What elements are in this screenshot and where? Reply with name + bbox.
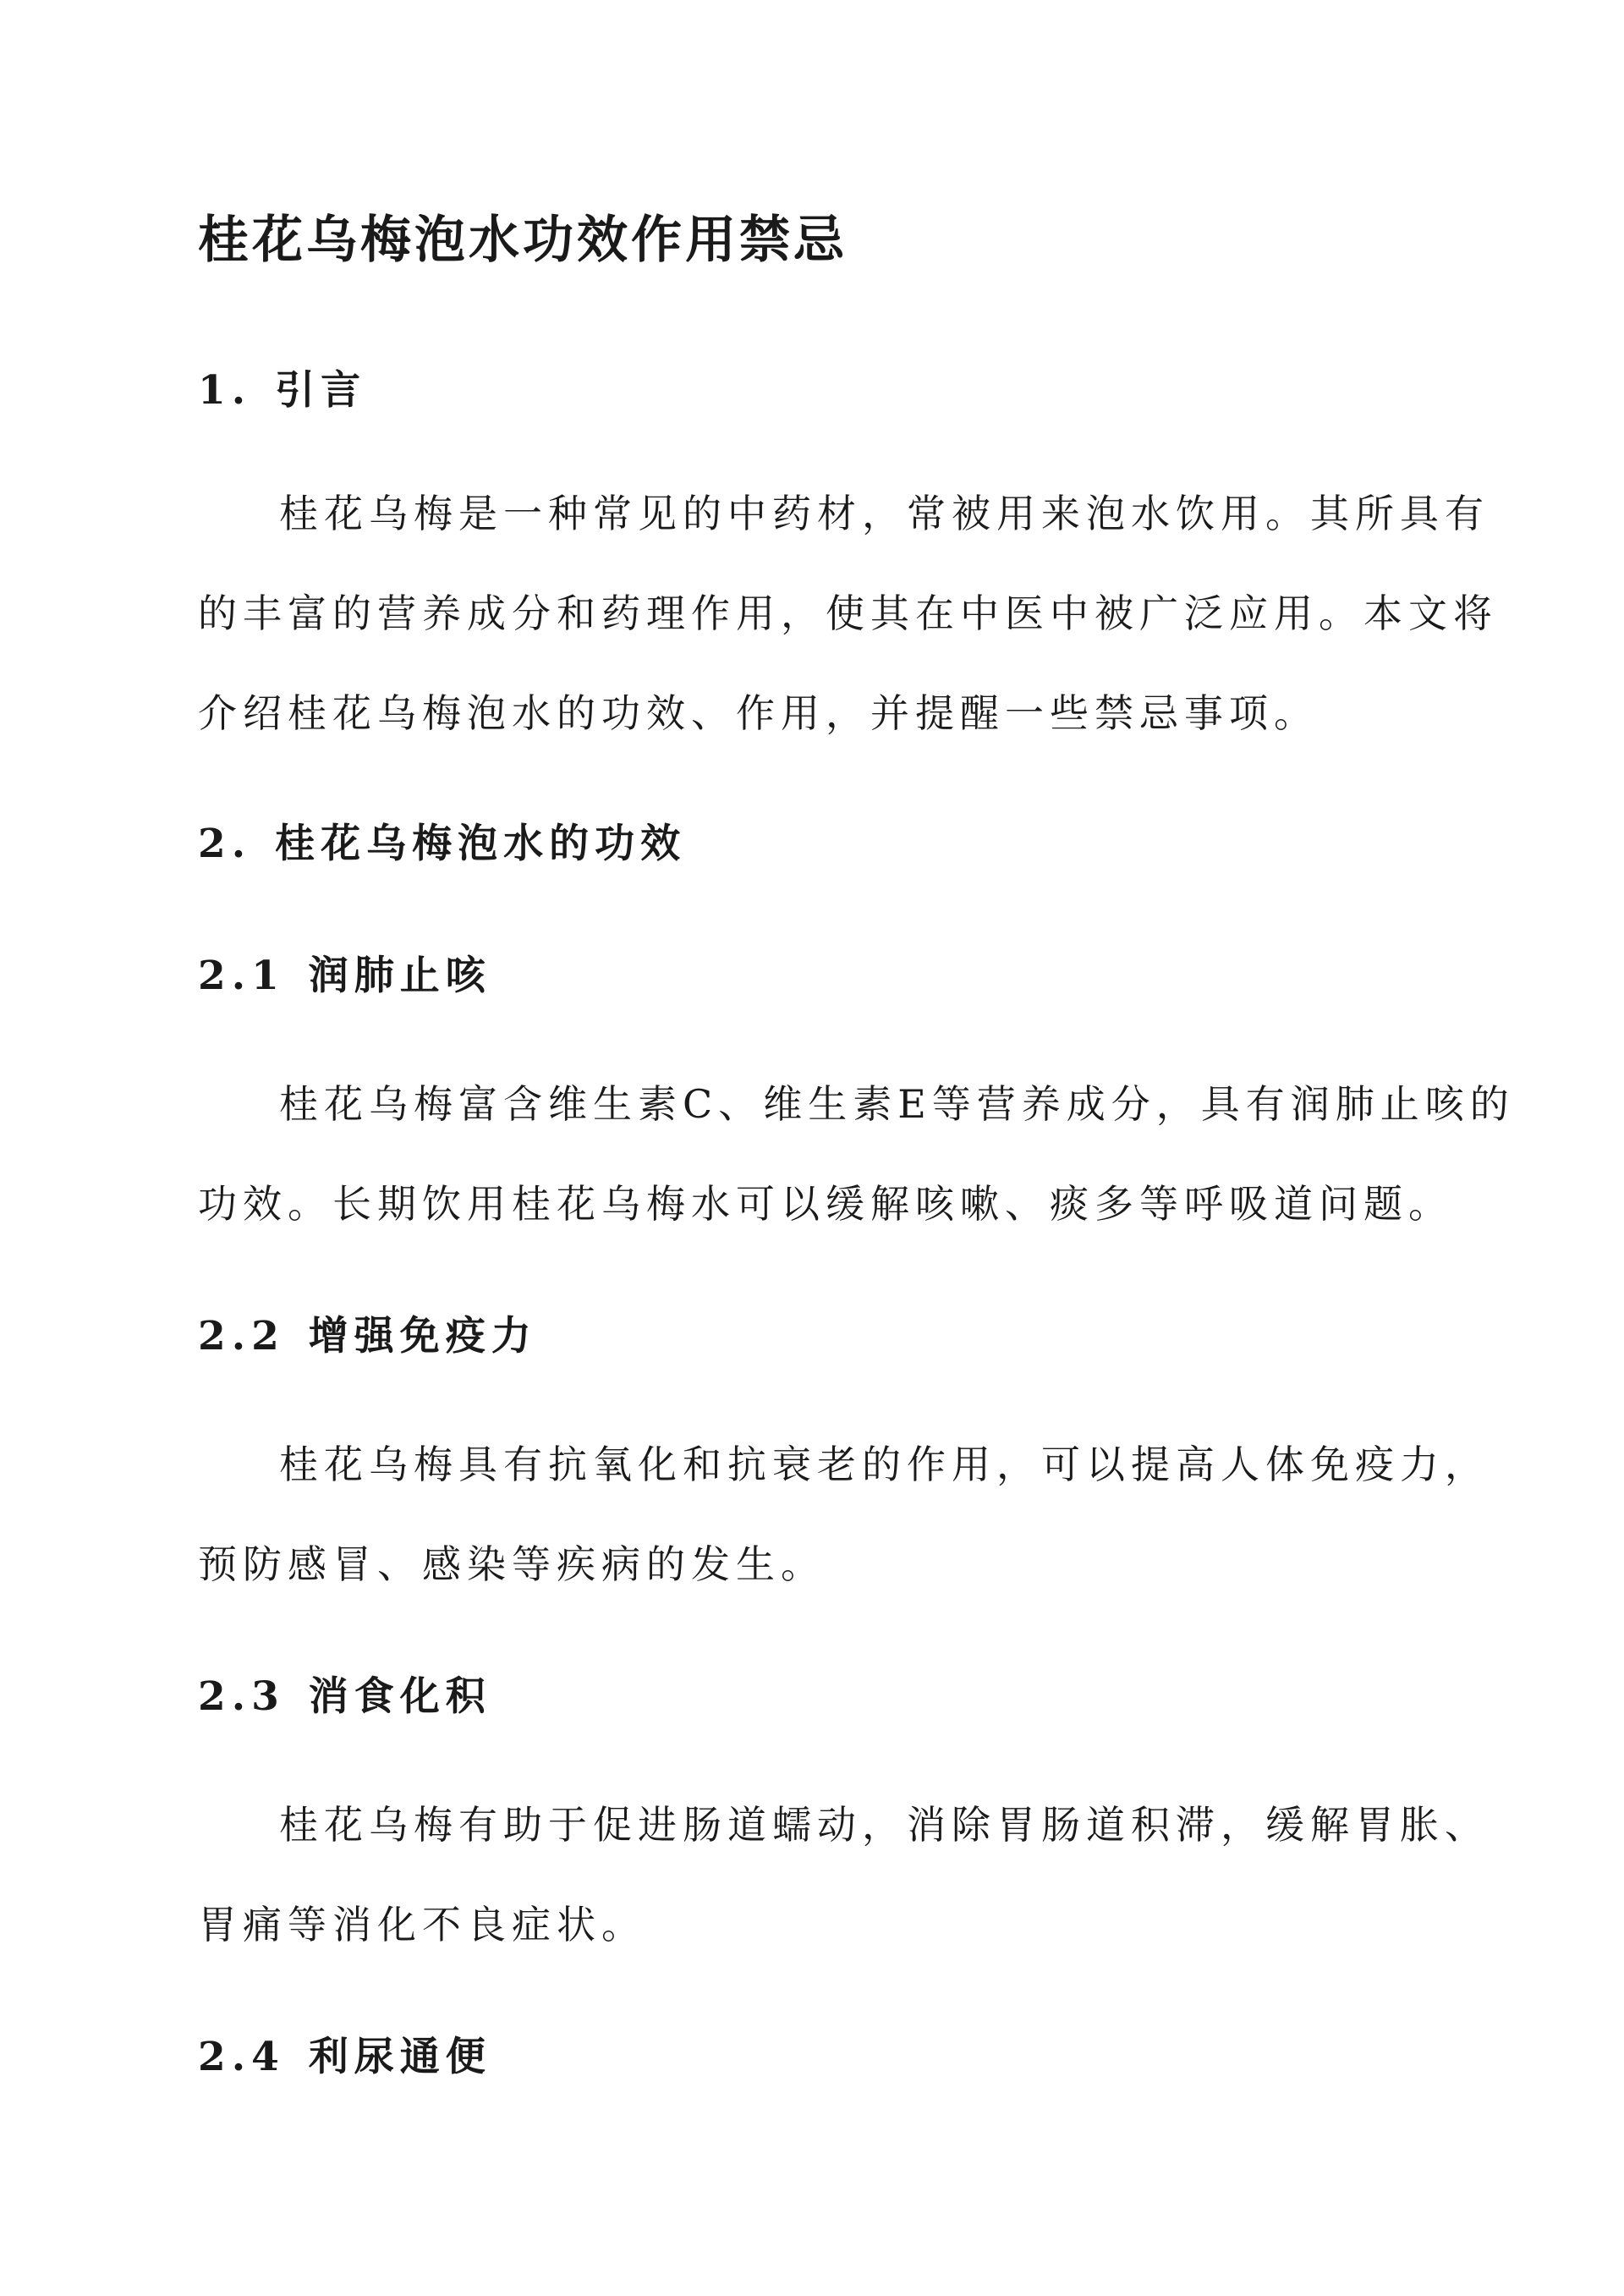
paragraph-digestion — [198, 1775, 1490, 1975]
subsection-heading-lungs — [198, 944, 491, 1001]
paragraph-line: 桂花乌梅富含维生素C、维生素E等营养成分，具有润肺止咳的 — [279, 1081, 1515, 1127]
paragraph-line: 桂花乌梅有助于促进肠道蠕动，消除胃肠道积滞，缓解胃胀、 — [279, 1802, 1490, 1848]
section-heading-text: 引言 — [275, 367, 367, 414]
subsection-heading-diuretic — [198, 2025, 491, 2082]
section-heading-text: 润肺止咳 — [308, 953, 491, 999]
subsection-heading-immunity — [198, 1305, 537, 1361]
section-heading-effects — [198, 812, 686, 869]
paragraph-line: 功效。长期饮用桂花乌梅水可以缓解咳嗽、痰多等呼吸道问题。 — [198, 1181, 1453, 1227]
section-heading-text: 消食化积 — [308, 1673, 491, 1720]
paragraph-lungs — [198, 1054, 1515, 1254]
document-title: 桂花乌梅泡水功效作用禁忌 — [198, 211, 848, 270]
paragraph-line: 桂花乌梅具有抗氧化和抗衰老的作用，可以提高人体免疫力， — [279, 1442, 1490, 1487]
section-number: 2. — [198, 821, 252, 867]
section-heading-text: 桂花乌梅泡水的功效 — [275, 821, 687, 867]
paragraph-line: 介绍桂花乌梅泡水的功效、作用，并提醒一些禁忌事项。 — [198, 690, 1319, 736]
section-number: 1. — [198, 367, 252, 414]
paragraph-line: 的丰富的营养成分和药理作用，使其在中医中被广泛应用。本文将 — [198, 590, 1498, 636]
section-number: 2.4 — [198, 2034, 285, 2080]
section-heading-intro — [198, 359, 366, 415]
section-heading-text: 增强免疫力 — [308, 1313, 537, 1359]
paragraph-line: 胃痛等消化不良症状。 — [198, 1902, 646, 1947]
section-number: 2.2 — [198, 1313, 285, 1359]
paragraph-line: 桂花乌梅是一种常见的中药材，常被用来泡水饮用。其所具有 — [279, 491, 1490, 536]
subsection-heading-digestion — [198, 1665, 491, 1722]
paragraph-intro — [198, 464, 1498, 763]
section-number: 2.3 — [198, 1673, 285, 1720]
paragraph-line: 预防感冒、感染等疾病的发生。 — [198, 1541, 826, 1587]
section-number: 2.1 — [198, 953, 285, 999]
section-heading-text: 利尿通便 — [308, 2034, 491, 2080]
paragraph-immunity — [198, 1414, 1490, 1614]
